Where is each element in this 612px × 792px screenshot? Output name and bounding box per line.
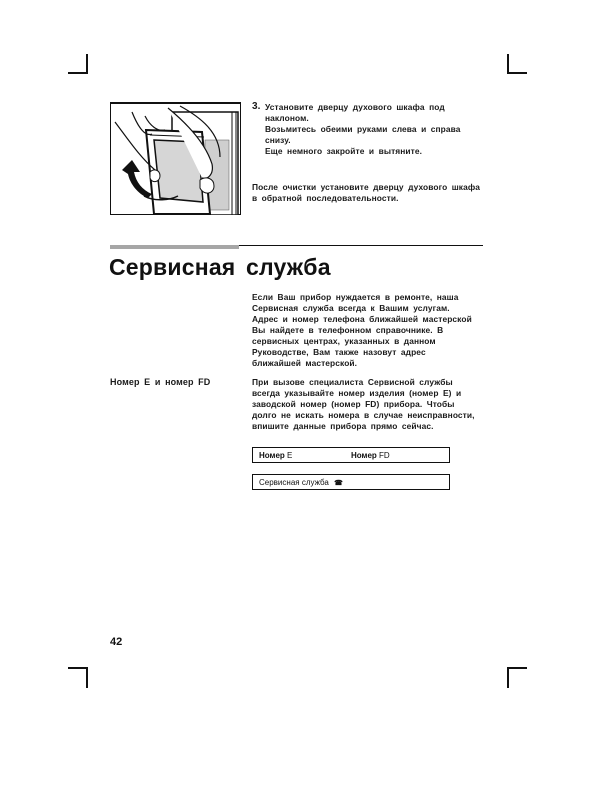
section-rule-accent [110, 245, 239, 249]
intro-line: Вы найдете в телефонном справочнике. В [252, 325, 444, 335]
fd-number-label: Номер FD [351, 451, 390, 460]
oven-door-removal-illustration [110, 102, 241, 215]
after-cleaning-note [252, 182, 492, 204]
intro-line: Сервисная служба всегда к Вашим услугам. [252, 303, 450, 313]
section-title: Сервисная служба [109, 254, 331, 280]
crop-mark-top-right-h [507, 72, 527, 74]
crop-mark-bottom-left-v [86, 667, 88, 688]
numbers-instructions [252, 377, 492, 432]
numbers-line: долго не искать номера в случае неисправности, [252, 410, 475, 420]
numbers-line: впишите данные прибора прямо сейчас. [252, 421, 434, 431]
step-number: 3. [252, 101, 261, 112]
crop-mark-top-left-v [86, 54, 88, 74]
service-intro [252, 292, 492, 369]
crop-mark-top-right-v [507, 54, 509, 74]
step-line: снизу. [265, 135, 291, 145]
note-line: После очистки установите дверцу духового шкафа [252, 182, 481, 192]
step-line: Еще немного закройте и вытяните. [265, 146, 423, 156]
service-phone-field[interactable] [252, 474, 450, 490]
crop-mark-bottom-right-v [507, 667, 509, 688]
e-fd-number-field[interactable] [252, 447, 450, 463]
step-line: Возьмитесь обеими руками слева и справа [265, 124, 461, 134]
intro-line: Руководстве, Вам также назовут адрес [252, 347, 426, 357]
telephone-icon: ☎ [334, 480, 343, 487]
numbers-line: заводской номер (номер FD) прибора. Чтобы [252, 399, 455, 409]
numbers-line: При вызове специалиста Сервисной службы [252, 377, 453, 387]
intro-line: ближайшей мастерской. [252, 358, 358, 368]
page-number: 42 [110, 636, 123, 648]
e-number-label: Номер E [259, 451, 293, 460]
service-label: Сервисная служба [259, 478, 329, 487]
note-line: в обратной последовательности. [252, 193, 399, 203]
intro-line: Адрес и номер телефона ближайшей мастерской [252, 314, 472, 324]
crop-mark-bottom-right-h [507, 667, 527, 669]
intro-line: сервисных центрах, указанных в данном [252, 336, 436, 346]
crop-mark-top-left-h [68, 72, 88, 74]
step-3-instructions [252, 102, 487, 157]
intro-line: Если Ваш прибор нуждается в ремонте, наша [252, 292, 459, 302]
step-line: Установите дверцу духового шкафа под [265, 102, 445, 112]
step-line: наклоном. [265, 113, 309, 123]
numbers-line: всегда указывайте номер изделия (номер E) и [252, 388, 462, 398]
crop-mark-bottom-left-h [68, 667, 88, 669]
side-label-e-fd: Номер E и номер FD [110, 377, 211, 387]
